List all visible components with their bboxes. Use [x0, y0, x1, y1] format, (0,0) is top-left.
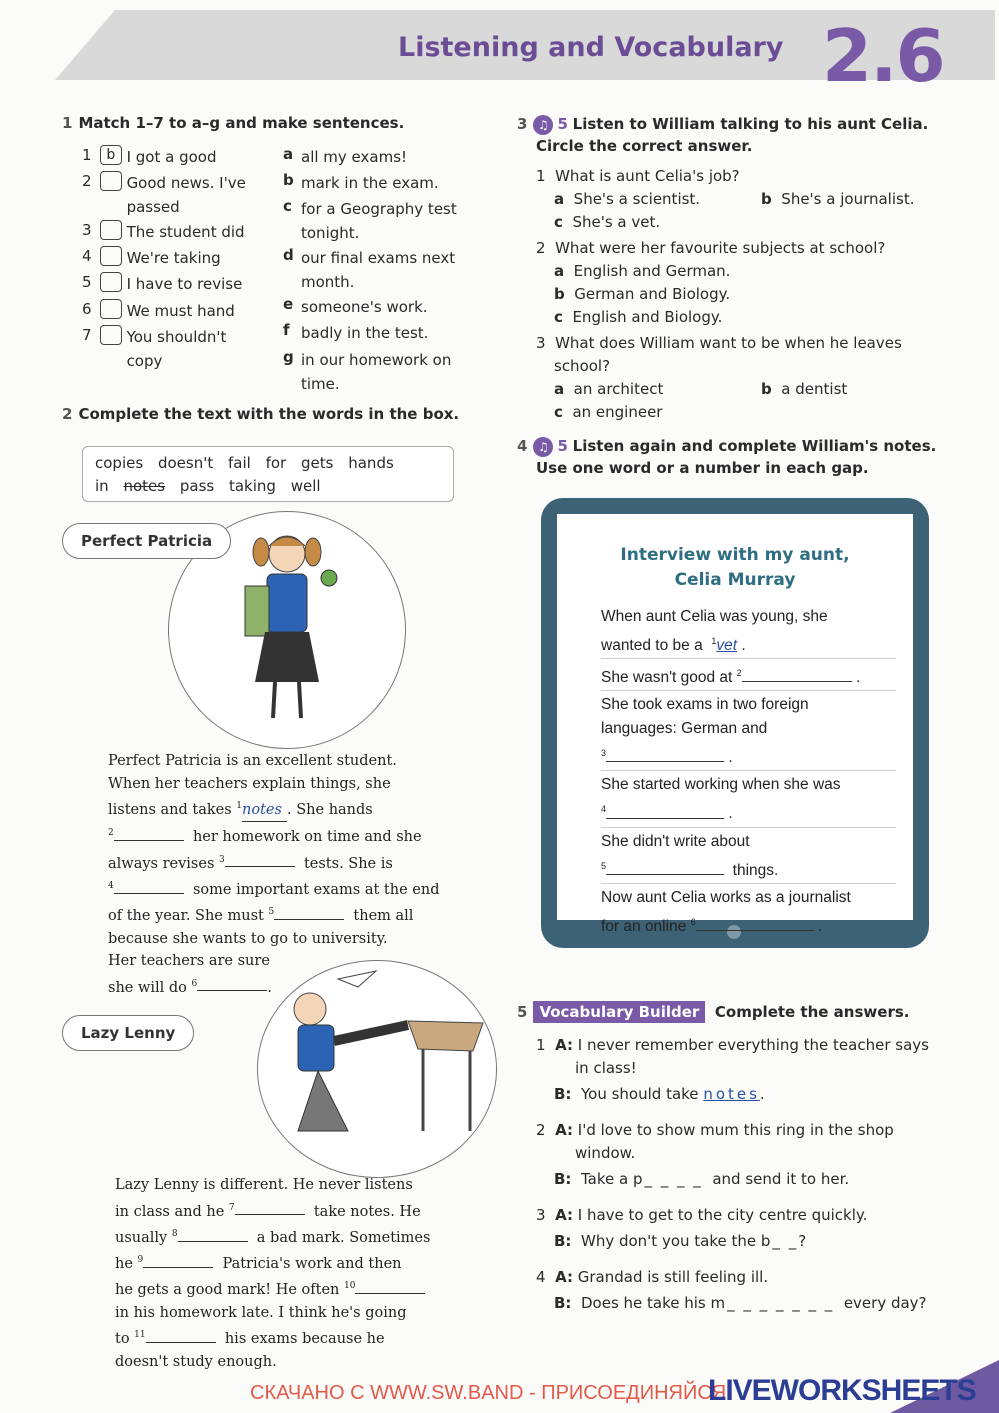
ex1-heading: 1 Match 1–7 to a–g and make sentences.	[62, 114, 405, 132]
patricia-text: Perfect Patricia is an excellent student. When her teachers explain things, she listens and takes $^1$notes . She hands $^2$ her homework on time and she always revises $^3$ tests. She is $^4$ some important exams at the end of the year. She must $^5$ them all because she wants to go to university. Her teachers are sure she will do $^6$ .	[108, 753, 440, 996]
audio-icon[interactable]: ♫	[533, 115, 553, 135]
match-item-6: 6 We must hand	[82, 299, 235, 320]
vocab-gap-3[interactable]: b_ _	[760, 1232, 799, 1250]
word-box: copies doesn't fail for gets hands in notes pass taking well	[82, 446, 454, 502]
ex5-heading: 5 Vocabulary Builder Complete the answers.	[517, 1003, 910, 1021]
lenny-circle	[257, 960, 497, 1178]
vocab-gap-2[interactable]: p_ _ _ _	[632, 1170, 703, 1188]
q3-option-c[interactable]: c an engineer	[554, 403, 663, 421]
vocabulary-builder-label: Vocabulary Builder	[533, 1001, 705, 1023]
notes-gap-3[interactable]	[606, 761, 724, 762]
q3-option-b[interactable]: b a dentist	[761, 380, 848, 398]
gap-7[interactable]	[235, 1214, 305, 1215]
gap-5[interactable]	[274, 919, 344, 920]
gap-6[interactable]	[197, 990, 267, 991]
lenny-tag: Lazy Lenny	[62, 1015, 194, 1051]
q1-option-a[interactable]: a She's a scientist.	[554, 190, 701, 208]
match-option-e: e someone's work.	[283, 295, 428, 316]
match-option-f: f badly in the test.	[283, 321, 429, 342]
ex2-heading: 2 Complete the text with the words in the box.	[62, 405, 460, 423]
section-number: 2.6	[822, 14, 944, 98]
notes-answer-1: vet	[716, 637, 738, 655]
ex3-heading: 3 ♫ 5 Listen to William talking to his aunt Celia. Circle the correct answer.	[517, 115, 929, 155]
q2-option-a[interactable]: a English and German.	[554, 262, 731, 280]
vocab-gap-4[interactable]: m_ _ _ _ _ _ _	[710, 1294, 835, 1312]
gap-2[interactable]	[114, 840, 184, 841]
gap-8[interactable]	[178, 1241, 248, 1242]
page-title: Listening and Vocabulary	[398, 32, 784, 63]
match-option-b: b mark in the exam.	[283, 171, 439, 192]
notes-gap-2[interactable]	[742, 681, 852, 682]
notes-gap-5[interactable]	[606, 874, 724, 875]
gap-10[interactable]	[355, 1293, 425, 1294]
match-item-3: 3 The student did	[82, 220, 245, 241]
match-item-7: 7 You shouldn't copy	[82, 325, 227, 370]
answer-box[interactable]	[100, 299, 122, 319]
q3-option-a[interactable]: a an architect	[554, 380, 664, 398]
audio-icon[interactable]: ♫	[533, 437, 553, 457]
gap-9[interactable]	[143, 1267, 213, 1268]
answer-box[interactable]	[100, 246, 122, 266]
answer-box[interactable]	[100, 171, 122, 191]
brand-logo: LIVEWORKSHEETS	[708, 1374, 976, 1407]
word-crossed: notes	[123, 477, 166, 495]
lenny-text: Lazy Lenny is different. He never listens in class and he $^7$ take notes. He usually $^8$ a bad mark. Sometimes he $^9$ Patricia's work and then he gets a good mark! He often $^{10}$ in his homework late. I think he's going to $^{11}$ his exams because he doesn't study enough.	[115, 1177, 431, 1370]
answer-box[interactable]	[100, 325, 122, 345]
vocab-answer-1: notes	[703, 1085, 760, 1103]
answer-1: notes	[242, 799, 287, 823]
match-option-g: g in our homework on time.	[283, 348, 452, 393]
notes-body: When aunt Celia was young, she wanted to be a $^1$vet . She wasn't good at $^2$ . She took exams in two foreign languages: German and $^3$ . She started working when she was $^4$ . She didn't write about $^5$ things. Now aunt Celia works as a journalist for an online $^6$ .	[601, 605, 901, 939]
gap-3[interactable]	[225, 866, 295, 867]
ex5-dialogues: 1 A: I never remember everything the teacher says in class! B: You should take notes. 2 A: I'd love to show mum this ring in the shop window. B: Take a p_ _ _ _ and send it to her. 3 A: I have to get to the city centre quickly. B: Why don't you take the b_ _? 4 A: Grandad is still feeling ill. B: Does he take his m_ _ _ _ _ _ _ every day?	[536, 1036, 929, 1312]
match-option-d: d our final exams next month.	[283, 246, 456, 291]
patricia-tag: Perfect Patricia	[62, 523, 231, 559]
ex4-heading: 4 ♫ 5 Listen again and complete William's notes. Use one word or a number in each gap.	[517, 437, 937, 477]
match-item-2: 2 Good news. I've passed	[82, 171, 246, 216]
answer-box[interactable]	[100, 220, 122, 240]
match-item-4: 4 We're taking	[82, 246, 221, 267]
match-item-1: 1 b I got a good	[82, 145, 217, 166]
notes-gap-4[interactable]	[606, 818, 724, 819]
gap-11[interactable]	[146, 1342, 216, 1343]
q1-option-b[interactable]: b She's a journalist.	[761, 190, 915, 208]
gap-4[interactable]	[114, 893, 184, 894]
match-item-5: 5 I have to revise	[82, 272, 243, 293]
q2-option-c[interactable]: c English and Biology.	[554, 308, 723, 326]
answer-box[interactable]	[100, 272, 122, 292]
lenny-illustration	[258, 961, 496, 1177]
q1-option-c[interactable]: c She's a vet.	[554, 213, 661, 231]
q2-option-b[interactable]: b German and Biology.	[554, 285, 731, 303]
match-option-c: c for a Geography test tonight.	[283, 197, 457, 242]
answer-box[interactable]: b	[100, 145, 122, 165]
watermark-text: СКАЧАНО С WWW.SW.BAND - ПРИСОЕДИНЯЙСЯ	[250, 1382, 727, 1404]
notes-title: Interview with my aunt, Celia Murray	[620, 545, 850, 590]
match-option-a: a all my exams!	[283, 145, 408, 166]
notes-gap-6[interactable]	[696, 930, 814, 931]
ex3-questions: 1 What is aunt Celia's job? a She's a scientist. b She's a journalist. c She's a vet. 2 What were her favourite subjects at school? a English and German. b German and Biology. c English and Biology. 3 What does William want to be when he leaves school? a an architect b a dentist c an engineer	[536, 165, 976, 424]
